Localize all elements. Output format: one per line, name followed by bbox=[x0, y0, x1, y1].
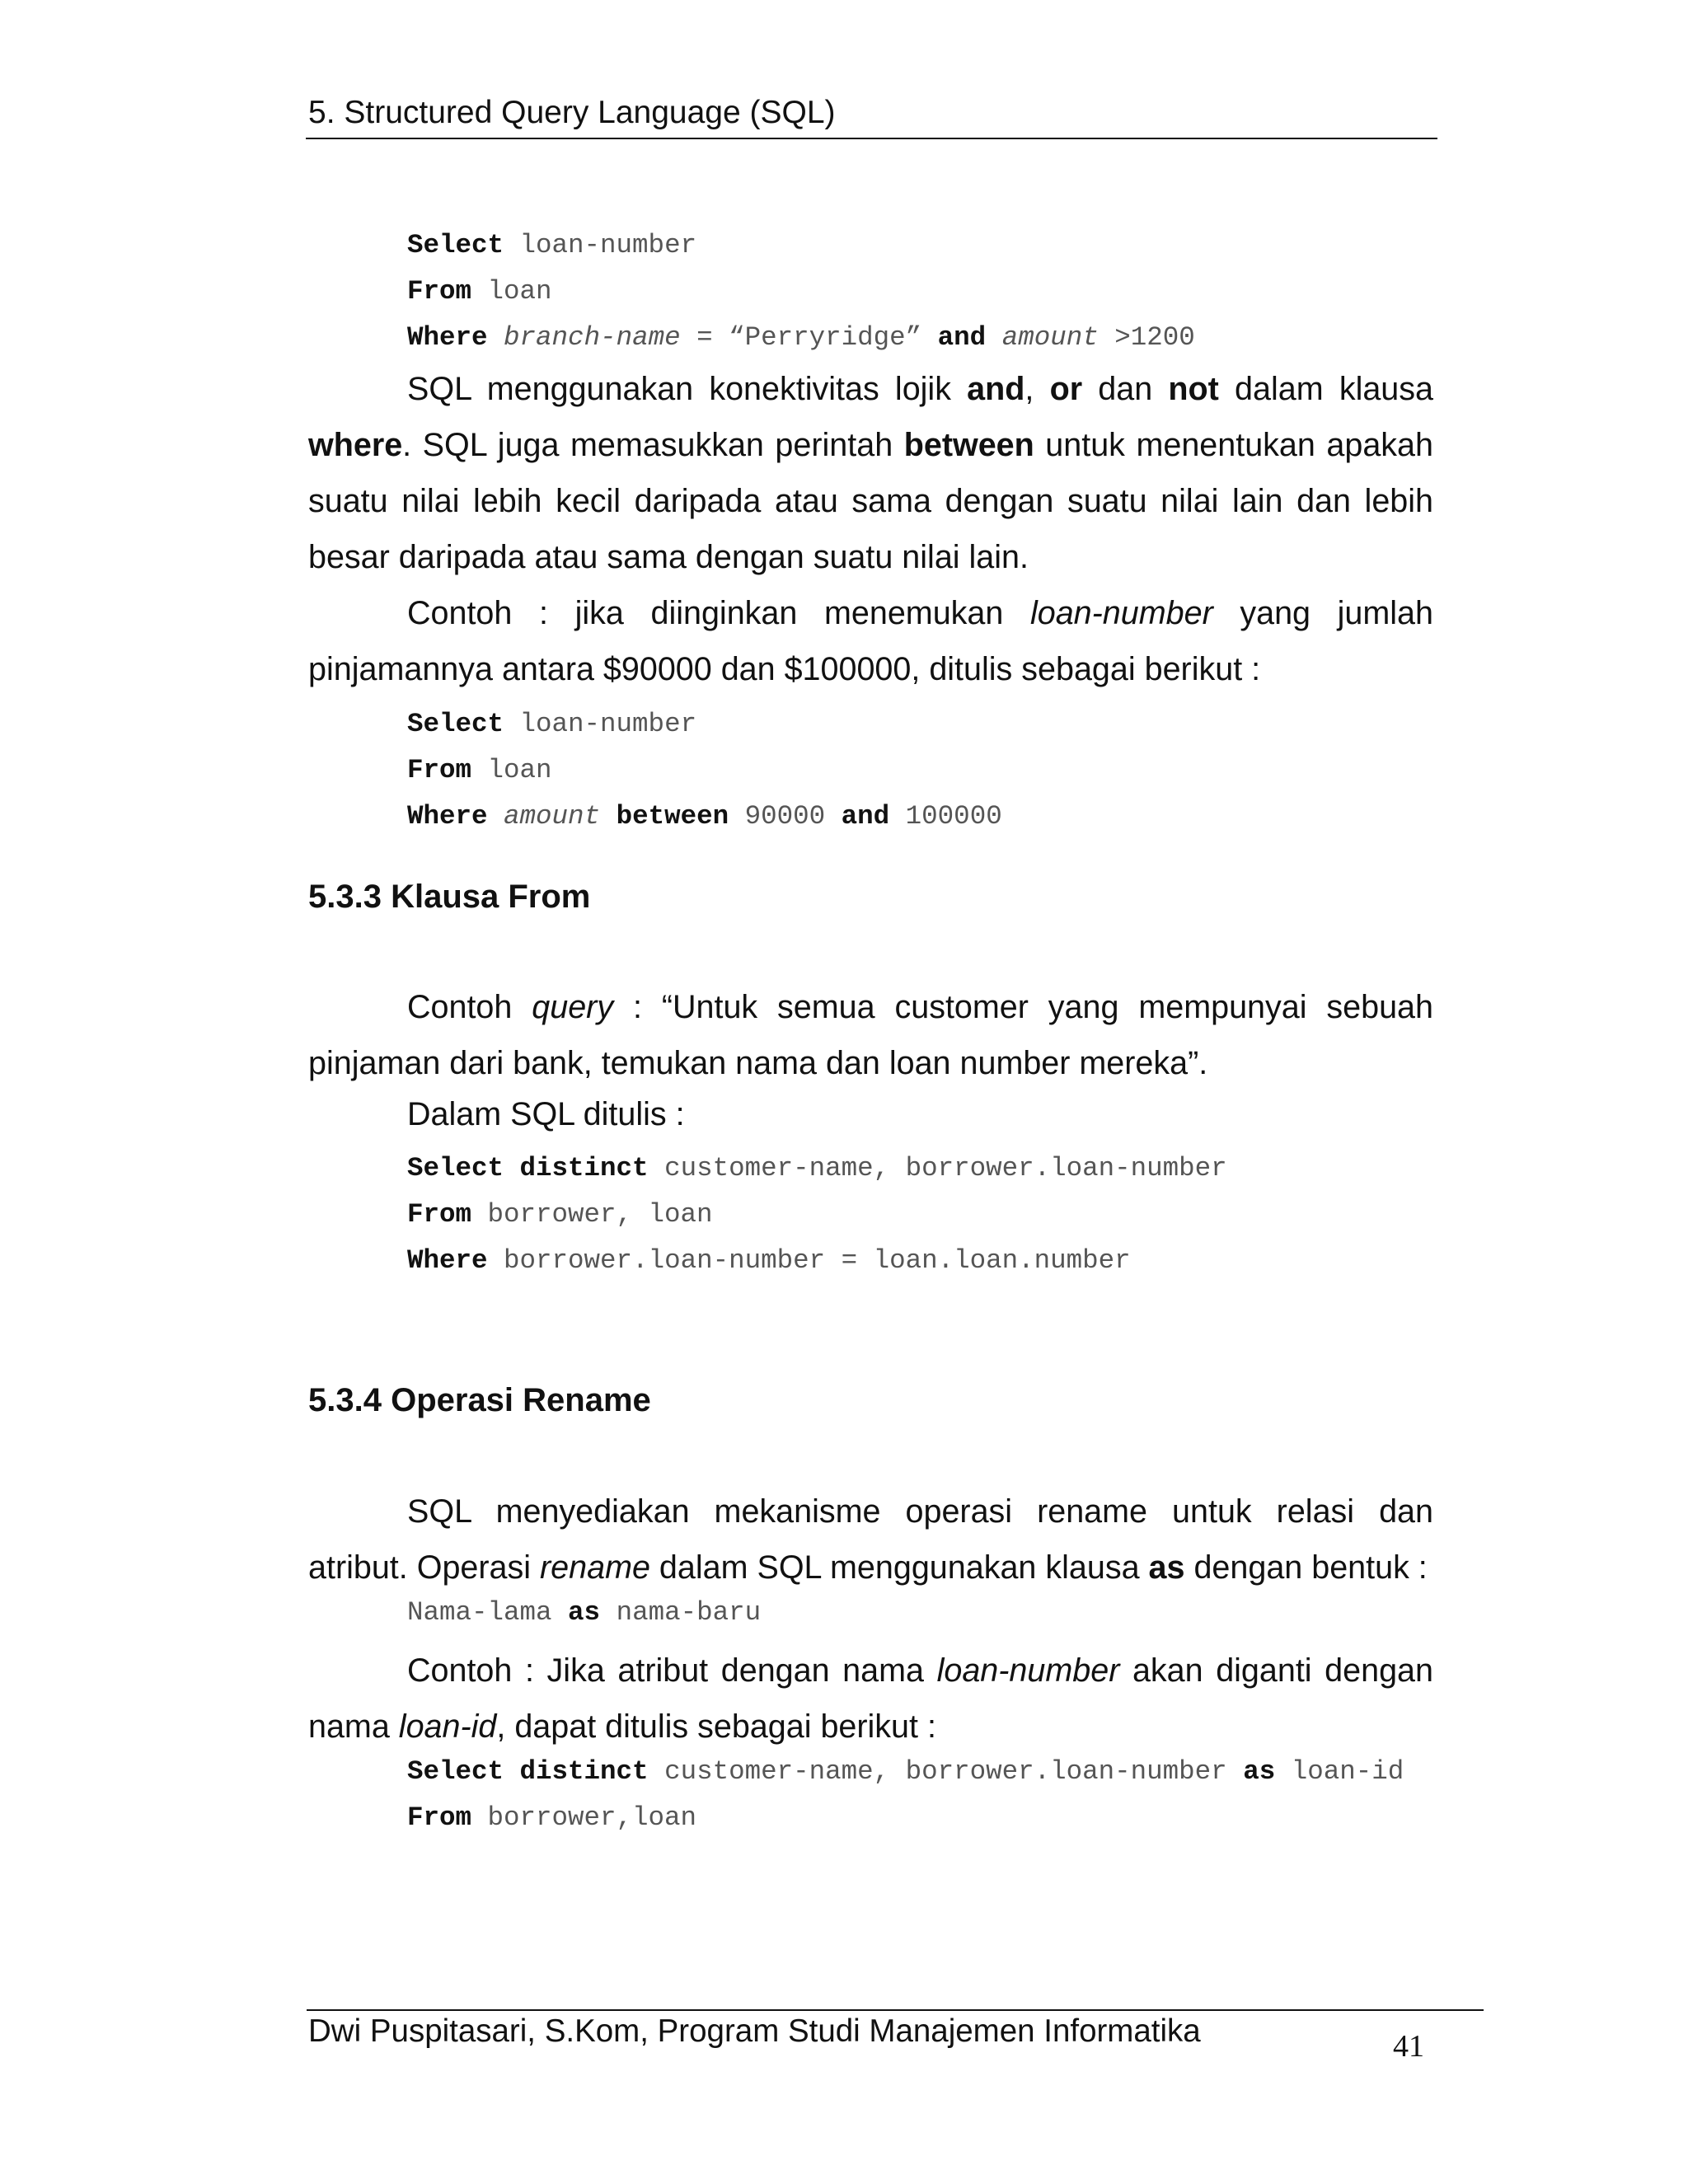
paragraph-line: pinjamannya antara $90000 dan $100000, ditulis sebagai berikut : bbox=[308, 651, 1261, 687]
sql-text: nama-baru bbox=[600, 1597, 762, 1628]
paragraph-rename-example bbox=[308, 1643, 1433, 1755]
sql-keyword: Select bbox=[407, 230, 504, 260]
sql-keyword: From bbox=[407, 1802, 472, 1833]
italic-text: loan-number bbox=[936, 1652, 1120, 1689]
sql-text: Nama-lama bbox=[407, 1597, 569, 1628]
text: , bbox=[1025, 371, 1050, 407]
code-line bbox=[407, 1802, 696, 1835]
paragraph-line: besar daripada atau sama dengan suatu nilai lain. bbox=[308, 539, 1029, 575]
paragraph-logical-connectives bbox=[308, 361, 1433, 585]
sql-keyword: From bbox=[407, 755, 472, 785]
sql-keyword: between bbox=[616, 801, 729, 832]
sql-text: loan bbox=[471, 276, 552, 307]
italic-text: loan-number bbox=[1029, 595, 1213, 631]
bold-text: between bbox=[903, 427, 1034, 463]
bold-text: as bbox=[1148, 1549, 1185, 1586]
code-line bbox=[407, 754, 552, 787]
sql-text: 90000 bbox=[729, 801, 842, 832]
sql-text: loan-number bbox=[504, 709, 697, 739]
sql-text: 100000 bbox=[889, 801, 1002, 832]
text: akan diganti dengan bbox=[1119, 1652, 1433, 1689]
text: yang jumlah bbox=[1212, 595, 1433, 631]
sql-keyword: as bbox=[1243, 1756, 1276, 1787]
header-rule bbox=[306, 138, 1437, 139]
sql-keyword: From bbox=[407, 276, 472, 307]
footer-author: Dwi Puspitasari, S.Kom, Program Studi Manajemen Informatika bbox=[308, 2013, 1201, 2049]
footer-rule bbox=[307, 2009, 1484, 2011]
bold-text: and bbox=[967, 371, 1025, 407]
code-line bbox=[407, 275, 552, 308]
sql-attribute: amount bbox=[1001, 322, 1099, 353]
italic-text: loan-id bbox=[398, 1708, 497, 1745]
page-number: 41 bbox=[1393, 2029, 1424, 2064]
paragraph-line: SQL menyediakan mekanisme operasi rename untuk relasi dan bbox=[407, 1493, 1433, 1530]
sql-keyword: and bbox=[937, 322, 987, 353]
sql-text: loan bbox=[471, 755, 552, 785]
sql-text: borrower.loan-number = loan.loan.number bbox=[487, 1245, 1131, 1276]
italic-text: rename bbox=[540, 1549, 650, 1586]
paragraph-line bbox=[308, 1699, 1433, 1755]
code-line bbox=[407, 321, 1195, 354]
sql-text: = “Perryridge” bbox=[680, 322, 938, 353]
paragraph-line bbox=[308, 1643, 1433, 1699]
sql-keyword: Select bbox=[407, 709, 504, 739]
sql-keyword: and bbox=[841, 801, 890, 832]
text: dalam klausa bbox=[1218, 371, 1433, 407]
sql-text: loan-id bbox=[1275, 1756, 1404, 1787]
paragraph-line: suatu nilai lebih kecil daripada atau sama dengan suatu nilai lain dan lebih bbox=[308, 483, 1433, 519]
text: Contoh : Jika atribut dengan nama bbox=[407, 1652, 937, 1689]
text: Contoh : jika diinginkan menemukan bbox=[407, 595, 1030, 631]
paragraph-from-example bbox=[308, 979, 1433, 1091]
sql-text: borrower, loan bbox=[471, 1199, 713, 1230]
text: dengan bentuk : bbox=[1184, 1549, 1428, 1586]
text: Contoh bbox=[407, 989, 532, 1025]
text: atribut. Operasi bbox=[308, 1549, 541, 1586]
sql-keyword: Select distinct bbox=[407, 1153, 649, 1183]
bold-text: where bbox=[308, 427, 403, 463]
sql-keyword: Where bbox=[407, 801, 488, 832]
paragraph-line bbox=[308, 417, 1433, 473]
sql-text: >1200 bbox=[1098, 322, 1195, 353]
paragraph-sql-intro: Dalam SQL ditulis : bbox=[407, 1096, 685, 1132]
sql-keyword: Where bbox=[407, 1245, 488, 1276]
sql-keyword: Select distinct bbox=[407, 1756, 649, 1787]
italic-text: query bbox=[532, 989, 614, 1025]
text: : “Untuk semua customer yang mempunyai sebuah bbox=[613, 989, 1433, 1025]
bold-text: not bbox=[1168, 371, 1219, 407]
paragraph-line bbox=[308, 979, 1433, 1035]
sql-keyword: Where bbox=[407, 322, 488, 353]
paragraph-line: pinjaman dari bank, temukan nama dan loan number mereka”. bbox=[308, 1045, 1208, 1081]
code-line bbox=[407, 800, 1002, 833]
code-line bbox=[407, 1244, 1131, 1277]
text: SQL menggunakan konektivitas lojik bbox=[407, 371, 968, 407]
paragraph-rename-intro bbox=[308, 1483, 1433, 1596]
paragraph-line bbox=[308, 585, 1433, 641]
sql-keyword: as bbox=[568, 1597, 601, 1628]
paragraph-line bbox=[308, 361, 1433, 417]
sql-text: customer-name, borrower.loan-number bbox=[648, 1153, 1227, 1183]
sql-attribute: amount bbox=[504, 801, 601, 832]
code-line bbox=[407, 1198, 713, 1231]
text: dalam SQL menggunakan klausa bbox=[649, 1549, 1149, 1586]
text: , dapat ditulis sebagai berikut : bbox=[496, 1708, 936, 1745]
sql-keyword: From bbox=[407, 1199, 472, 1230]
text: . SQL juga memasukkan perintah bbox=[402, 427, 904, 463]
sql-text: customer-name, borrower.loan-number bbox=[648, 1756, 1244, 1787]
code-line bbox=[407, 1755, 1404, 1788]
paragraph-between-example bbox=[308, 585, 1433, 697]
sql-text: borrower,loan bbox=[471, 1802, 697, 1833]
section-heading-5-3-3: 5.3.3 Klausa From bbox=[308, 879, 591, 915]
bold-text: or bbox=[1049, 371, 1083, 407]
text: untuk menentukan apakah bbox=[1034, 427, 1433, 463]
sql-attribute: branch-name bbox=[504, 322, 681, 353]
code-line bbox=[407, 1152, 1227, 1185]
section-heading-5-3-4: 5.3.4 Operasi Rename bbox=[308, 1382, 651, 1418]
code-line bbox=[407, 708, 696, 741]
sql-text: loan-number bbox=[504, 230, 697, 260]
paragraph-line bbox=[308, 1540, 1433, 1596]
text: dan bbox=[1082, 371, 1169, 407]
running-header-title: 5. Structured Query Language (SQL) bbox=[308, 95, 836, 130]
code-line bbox=[407, 229, 696, 262]
code-line-rename-syntax bbox=[407, 1596, 761, 1629]
text: nama bbox=[308, 1708, 399, 1745]
